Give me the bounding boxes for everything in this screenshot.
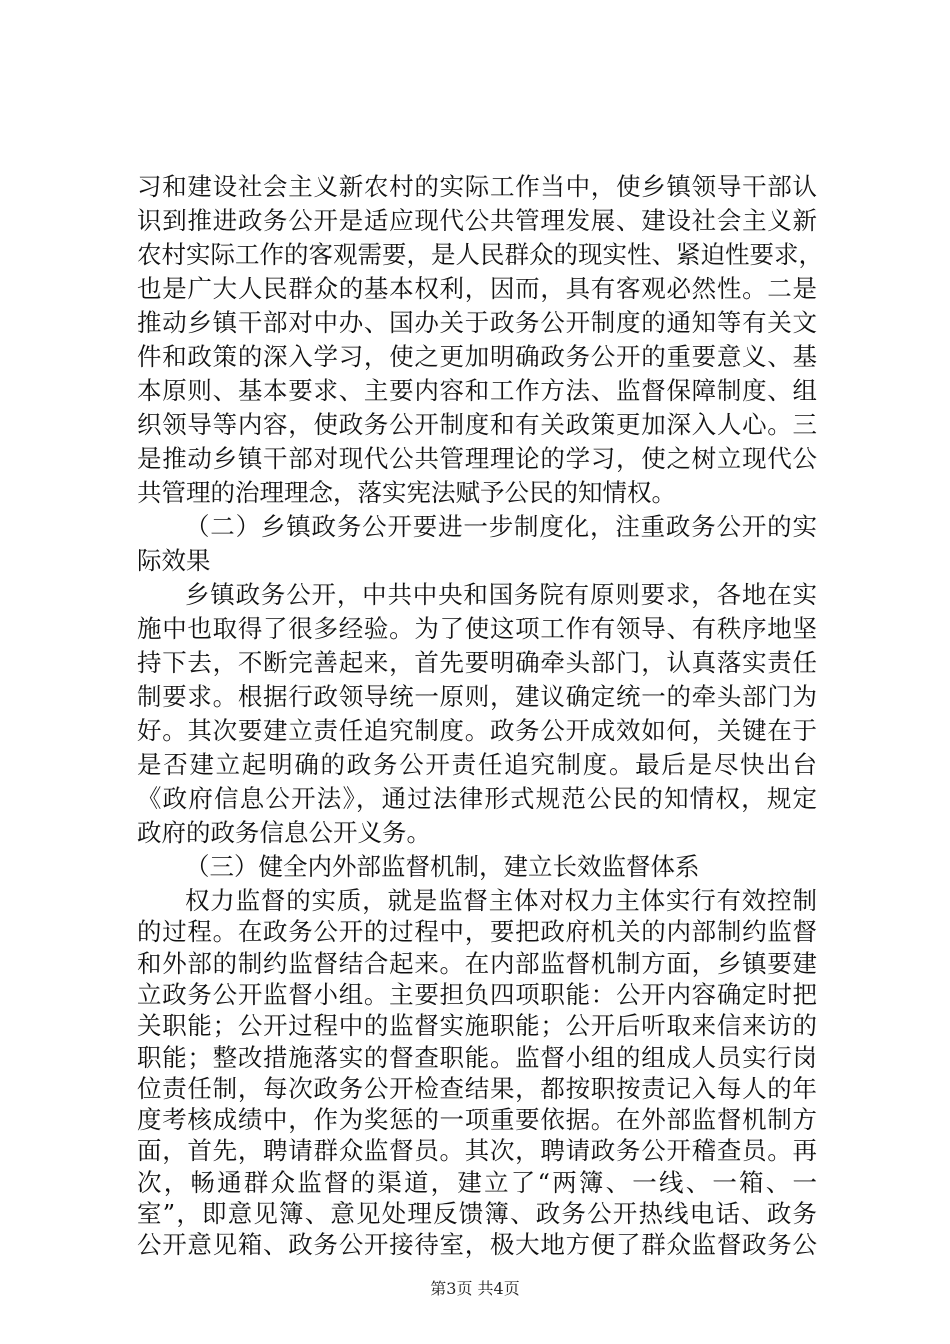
text-line: 公开意见箱、政务公开接待室，极大地方便了群众监督政务公: [137, 1230, 817, 1260]
text-line: 面，首先，聘请群众监督员。其次，聘请政务公开稽查员。再: [137, 1136, 817, 1166]
text-line: 是推动乡镇干部对现代公共管理理论的学习，使之树立现代公: [137, 444, 817, 473]
text-line: 室”，即意见簿、意见处理反馈簿、政务公开热线电话、政务: [137, 1199, 817, 1228]
heading-line: （二）乡镇政务公开要进一步制度化，注重政务公开的实: [185, 512, 817, 541]
text-line: 也是广大人民群众的基本权利，因而，具有客观必然性。二是: [137, 274, 817, 303]
text-line: 《政府信息公开法》，通过法律形式规范公民的知情权，规定: [137, 784, 817, 813]
text-line: 共管理的治理理念，落实宪法赋予公民的知情权。: [137, 478, 676, 507]
text-line: 织领导等内容，使政务公开制度和有关政策更加深入人心。三: [137, 410, 817, 439]
text-line: 好。其次要建立责任追究制度。政务公开成效如何，关键在于: [137, 716, 817, 745]
text-line: 识到推进政务公开是适应现代公共管理发展、建设社会主义新: [137, 206, 817, 235]
text-line: 制要求。根据行政领导统一原则，建议确定统一的牵头部门为: [137, 682, 817, 711]
text-line: 推动乡镇干部对中办、国办关于政务公开制度的通知等有关文: [137, 308, 817, 337]
heading-line: 际效果: [137, 546, 211, 575]
text-line: 的过程。在政务公开的过程中，要把政府机关的内部制约监督: [137, 917, 817, 947]
text-line: 乡镇政务公开，中共中央和国务院有原则要求，各地在实: [185, 580, 817, 609]
text-line: 次，畅通群众监督的渠道，建立了“两簿、一线、一箱、一: [137, 1167, 817, 1197]
text-line: 关职能；公开过程中的监督实施职能；公开后听取来信来访的: [137, 1011, 817, 1041]
text-line: 政府的政务信息公开义务。: [137, 818, 431, 847]
text-line: 施中也取得了很多经验。为了使这项工作有领导、有秩序地坚: [137, 614, 817, 643]
text-line: 件和政策的深入学习，使之更加明确政务公开的重要意义、基: [137, 342, 817, 371]
text-line: 位责任制，每次政务公开检查结果，都按职按责记入每人的年: [137, 1073, 817, 1103]
text-line: 本原则、基本要求、主要内容和工作方法、监督保障制度、组: [137, 376, 817, 405]
text-line: 持下去，不断完善起来，首先要明确牵头部门，认真落实责任: [137, 648, 817, 677]
text-line: 农村实际工作的客观需要，是人民群众的现实性、紧迫性要求，: [137, 240, 823, 269]
text-line: 职能；整改措施落实的督查职能。监督小组的组成人员实行岗: [137, 1042, 817, 1072]
heading-line: （三）健全内外部监督机制，建立长效监督体系: [185, 852, 700, 881]
text-line: 权力监督的实质，就是监督主体对权力主体实行有效控制: [185, 886, 817, 915]
text-line: 度考核成绩中，作为奖惩的一项重要依据。在外部监督机制方: [137, 1105, 817, 1135]
text-line: 习和建设社会主义新农村的实际工作当中，使乡镇领导干部认: [137, 172, 817, 201]
text-line: 和外部的制约监督结合起来。在内部监督机制方面，乡镇要建: [137, 948, 817, 978]
page-footer: 第3页 共4页: [430, 1279, 520, 1298]
text-line: 是否建立起明确的政务公开责任追究制度。最后是尽快出台: [137, 750, 817, 779]
text-line: 立政务公开监督小组。主要担负四项职能：公开内容确定时把: [137, 979, 817, 1009]
